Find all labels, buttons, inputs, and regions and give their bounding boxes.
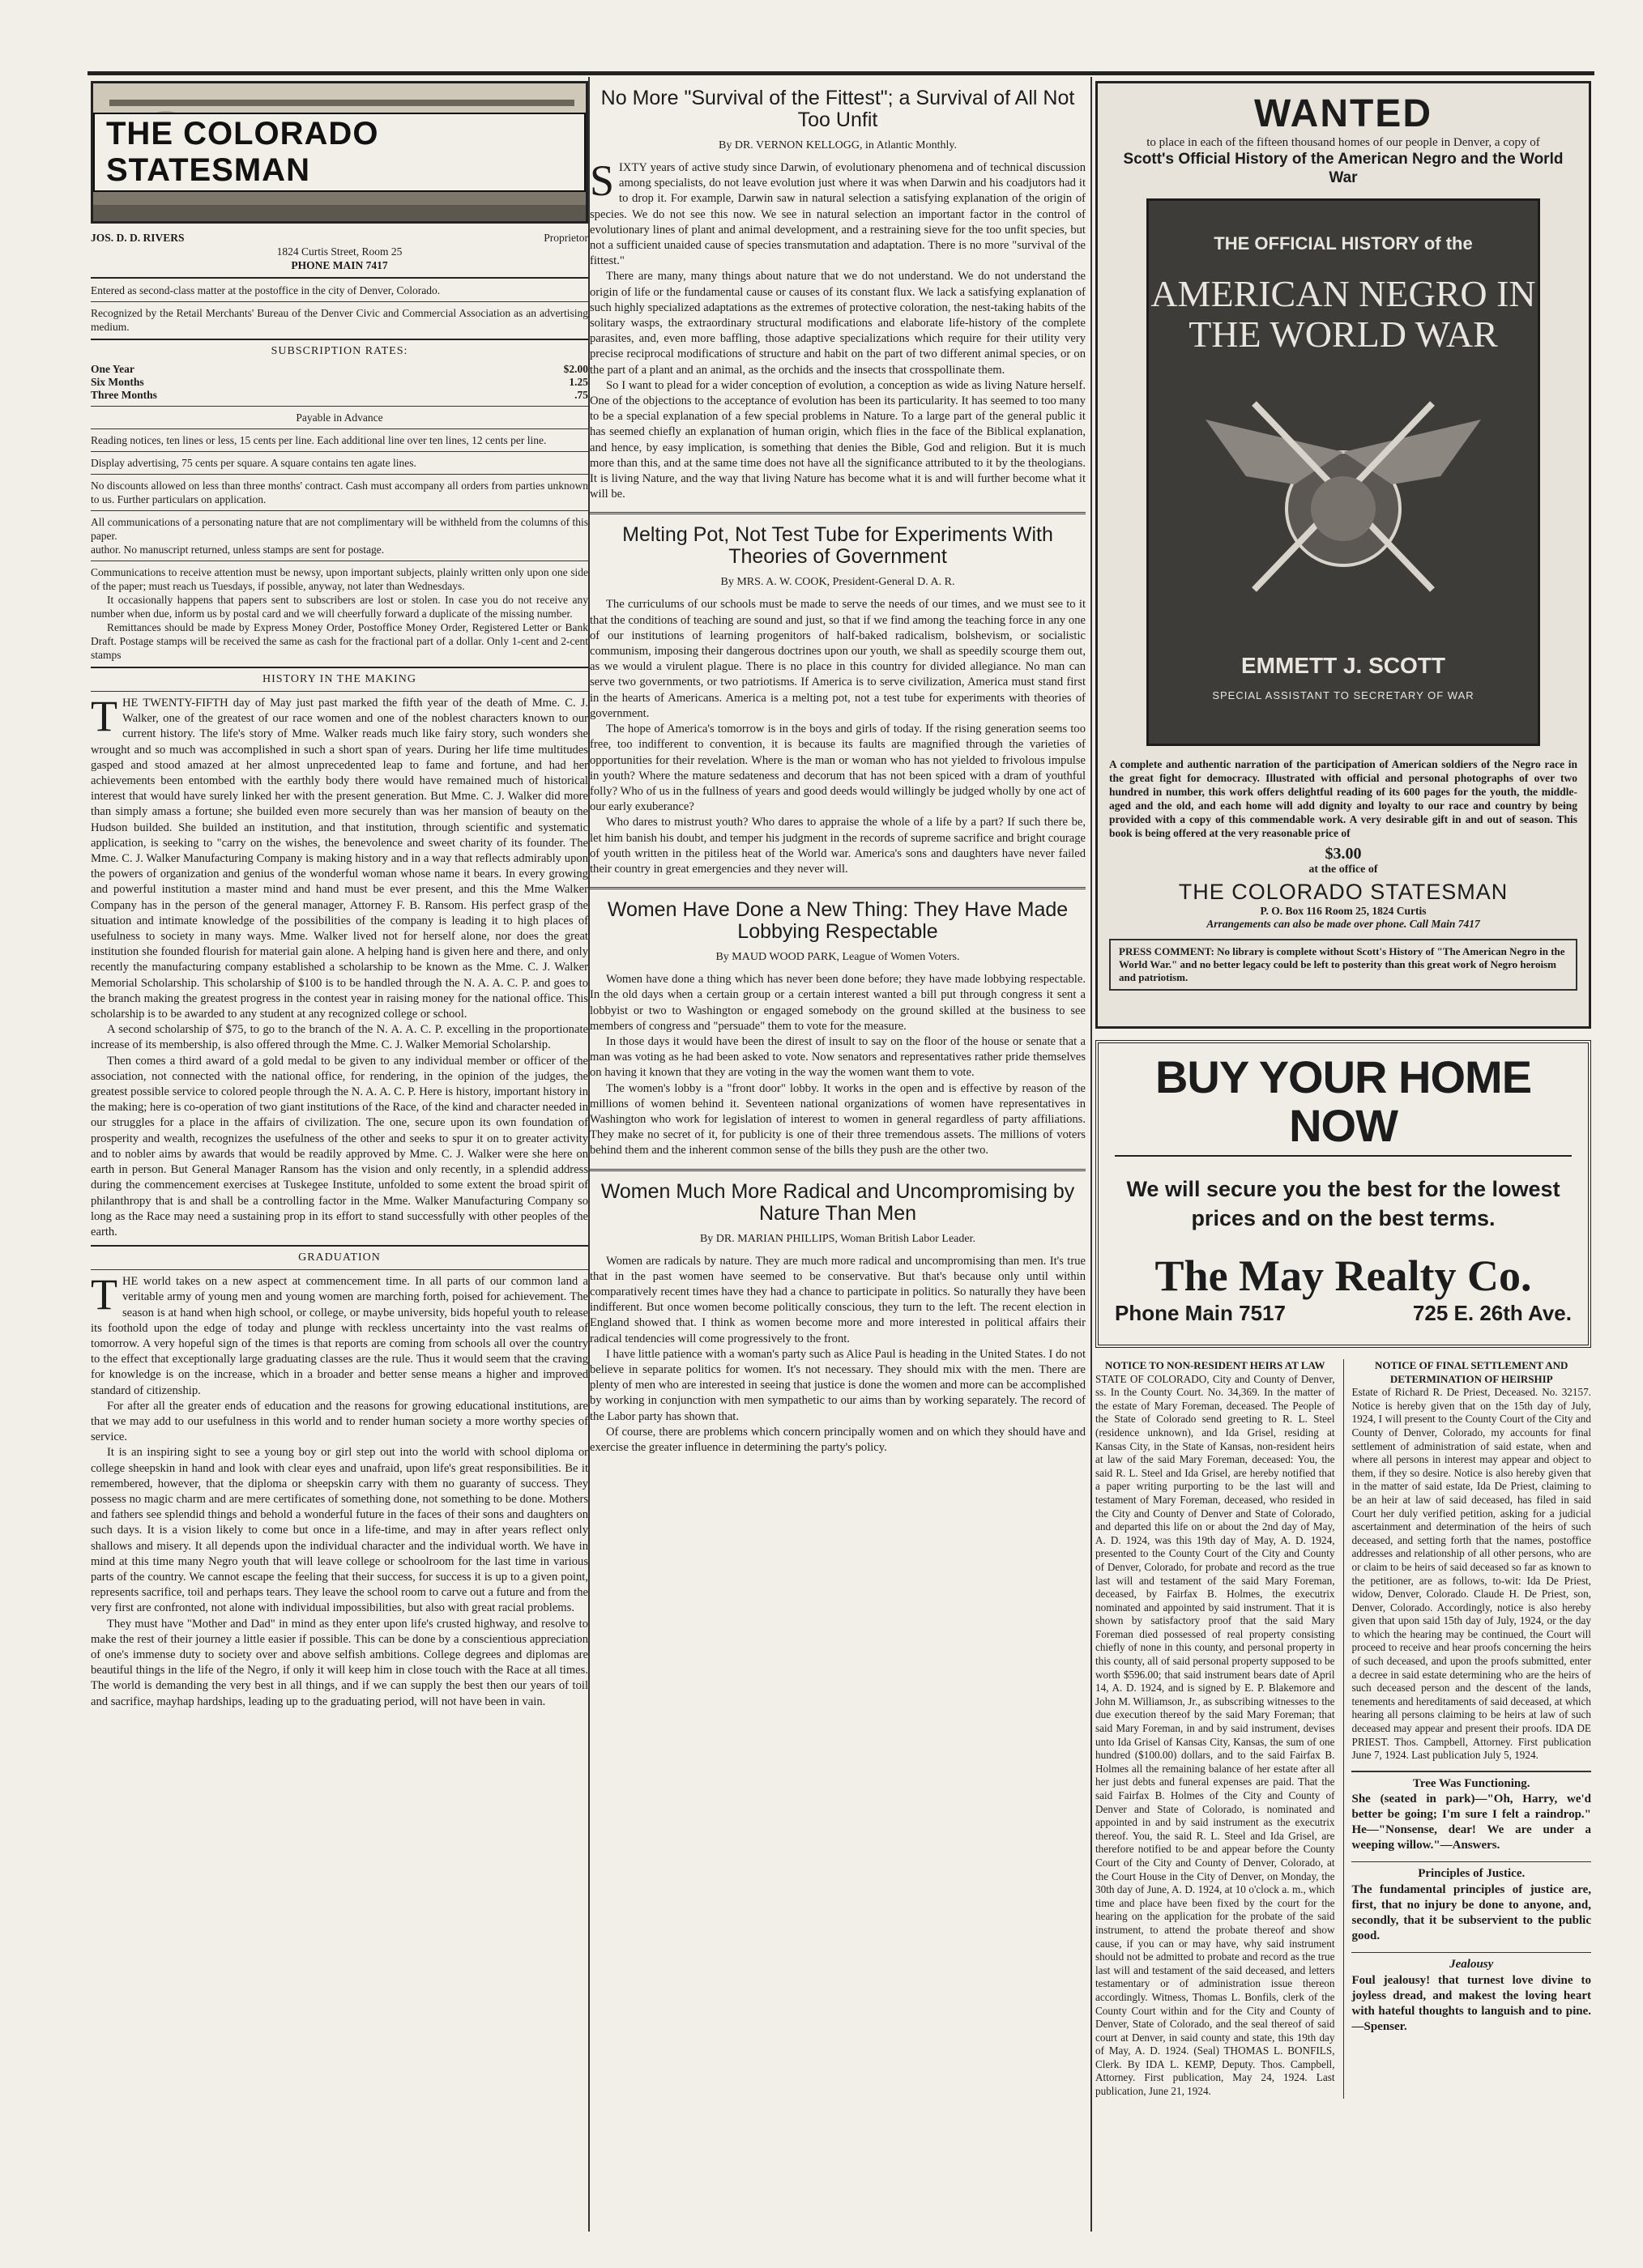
news-notice: Communications to receive attention must be newsy, upon important subjects, plainly written only upon one side of the paper; must reach us Tuesdays, if possible, anyway, not later than Wednesdays. xyxy=(91,566,588,592)
masthead-title: THE COLORADO STATESMAN xyxy=(93,113,586,192)
subscription-table xyxy=(91,363,588,402)
byline: By MAUD WOOD PARK, League of Women Voters. xyxy=(715,951,960,964)
remit-notice: Remittances should be made by Express Money Order, Postoffice Money Order, Registered Letter or Bank Draft. Postage stamps will be received the same as cash for the fractional part of a dollar. Only 1-cent and 2-cent stamps xyxy=(91,621,588,661)
paragraph: There are many, many things about nature that we do not understand. We do not understand the origin of life or the fundamental cause or causes of its constant flux. We lack a satisfying explanation of such highly specialized adaptations as the extremes of protective coloration, the nest-taking habits of the solitary wasps, the extraordinary structural modifications and elaborate life-history of the complete parasites, and, even more baffling, those adaptive specializations which require for their utility very precise reciprocal modifications of structure and habit on the part of two different animal species, or on the part of a plant and an animal, as the orchids and the insects that crosspollinate them. xyxy=(590,270,1086,377)
melting-article xyxy=(590,597,1086,877)
left-column xyxy=(91,81,588,2236)
paragraph: Who dares to mistrust youth? Who dares to appraise the whole of a life by a part? If such there be, let him banish his doubt, and temper his judgment in the records of supreme sacrifice and bright courage of youth written in the pitiless heat of the World war. America's sons and daughters have never failed their country in great emergencies and they never will. xyxy=(590,816,1086,876)
right-column xyxy=(1095,81,1591,2236)
justice-text: The fundamental principles of justice are, first, that no injury be done to anyone, and, secondly, that it be subservient to the public good. xyxy=(1351,1883,1591,1942)
article-title: Women Have Done a New Thing: They Have Made Lobbying Respectable xyxy=(607,898,1069,944)
proprietor-role: Proprietor xyxy=(544,232,588,244)
byline: By DR. MARIAN PHILLIPS, Woman British Labor Leader. xyxy=(699,1232,976,1245)
wanted-advertisement xyxy=(1095,81,1591,1029)
paragraph: So I want to plead for a wider conception of evolution, a conception as wide as living Nature herself. One of the objections to the acceptance of evolution has been its particularity. It has seemed to too many to be a special explanation of a few special problems in Nature. To a large part of the general public it has seemed chiefly an explanation of human origin, which flies in the face of the Biblical explanation, and hence, by easy implication, is something that denies the Bible, God and religion. But it is much more than this, and at the same time does not have all the significance attributed to it by the theologians. It is living Nature, and the way that living Nature has become what it is and will further become what it will be. xyxy=(590,378,1086,501)
cover-author: EMMETT J. SCOTT xyxy=(1241,653,1445,678)
cover-title: AMERICAN NEGRO IN THE WORLD WAR xyxy=(1150,273,1536,355)
dropcap: T xyxy=(91,1270,117,1319)
lost-notice: It occasionally happens that papers sent to subscribers are lost or stolen. In case you do not receive any number when due, inform us by postal card and we will cheerfully forward a duplicate of the missing number. xyxy=(91,594,588,620)
notice-text: STATE OF COLORADO, City and County of Denver, ss. In the County Court. No. 34,369. In the matter of the estate of Mary Foreman, deceased. The People of the State of Colorado send greeting to R. L. Steel (residence unknown), and Ida Grisel, residing at Kansas City, in the State of Kansas, non-resident heirs at law of the said Mary Foreman, deceased: You, the said R. L. Steel and Ida Grisel, are hereby notified that a paper writing purporting to be the last will and testament of Mary Foreman, deceased, who resided in the City and County of Denver and State of Colorado, and departed this life on or about the 2nd day of May, A. D. 1924, was this 19th day of May, A. D. 1924, presented to the County Court of the City and County of Denver, Colorado, for probate and record as the true last will and testament of the said Mary Foreman, deceased, by Fairfax B. Holmes, the executrix nominated and appointed by said instrument. That it is shown by satisfactory proof that the said Mary Foreman died possessed of real property consisting chiefly of none in this county, and personal property in this county, all of said personal property supposed to be worth $596.00; that said instrument bears date of April 14, A. D. 1924, and is signed by E. P. Blakemore and John M. Williamson, Jr., as subscribing witnesses to the due execution thereof by the said Mary Foreman; that said Mary Foreman, in and by said instrument, devises unto Ida Grisel of Kansas City, Kansas, the sum of one hundred ($100.00) dollars, and to the said Fairfax B. Holmes all the remaining balance of her estate after all her just debts and funeral expenses are paid. That the said Fairfax B. Holmes of the City and County of Denver and State of Colorado, is nominated and appointed in and by said instrument as the executrix thereof. You, the said R. L. Steel and Ida Grisel, are therefore notified to be and appear before the County Court of the City and County of Denver, Colorado, at the Court House in the City of Denver, on Monday, the 30th day of June, A. D. 1924, at 10 o'clock a. m., which time and place have been fixed by the court for the hearing on the application for the probate of the said instrument, to attend the probate thereof and show cause, if you can or may have, why said instrument should not be admitted to probate and record as the true last will and testament of the said deceased, and letters testamentary or of administration issue thereon accordingly. Witness, Thomas L. Bonfils, clerk of the County Court within and for the City and County of Denver, State of Colorado, and the seal thereof of said court at Denver, in said county and state, this 19th day of May, A. D. 1924. (Seal) THOMAS L. BONFILS, Clerk. By IDA L. KEMP, Deputy. Thos. Campbell, Attorney. First publication, May 24, 1924. Last publication, June 21, 1924. xyxy=(1095,1372,1335,2098)
paragraph: Then comes a third award of a gold medal to be given to any individual member or officer of the association, not connected with the national office, for rendering, in the opinion of the judges, the greatest possible service to colored people through the N. A. A. C. P. Here is history, important history in the making; here is co-operation of two giant institutions of the Race, of the kind and character needed in our struggles for a place in the affairs of civilization. The one, secure upon its own foundation of prosperity and wealth, recognizes the usefulness of the other and seeks to spur it on to greater activity and to nobler aims by awards that would be readily approved by Mme. C. J. Walker were she here on earth in person. But General Manager Ransom has the vision and only recently, in a splendid address during the commencement exercises at Tuskegee Institute, unfolded to some extent the broad spirit of philanthropy that is and shall be a controlling factor in the Mme. Walker Manufacturing Company so long as the Race may need a sustaining prop in its effort to stand successfully with other peoples of the earth. xyxy=(91,1054,588,1238)
advance-note: Payable in Advance xyxy=(296,411,383,424)
masthead xyxy=(91,81,588,224)
jealousy-text: Foul jealousy! that turnest love divine to joyless dread, and makest the loving heart with hateful thoughts to languish and to pine.—Spenser. xyxy=(1351,1973,1591,2033)
byline: By DR. VERNON KELLOGG, in Atlantic Monthly. xyxy=(719,139,957,151)
display-notice: Display advertising, 75 cents per square. A square contains ten agate lines. xyxy=(91,457,416,469)
realty-phone: Phone Main 7517 xyxy=(1115,1301,1286,1325)
phone: PHONE MAIN 7417 xyxy=(291,259,388,271)
press-comment: PRESS COMMENT: No library is complete without Scott's History of "The American Negro in the World War." and no better legacy could be left to posterity than this great work of Negro heroism and patriotism. xyxy=(1109,939,1577,991)
author-notice: author. No manuscript returned, unless stamps are sent for postage. xyxy=(91,544,385,556)
paragraph: Women have done a thing which has never been done before; they have made lobbying respectable. In the old days when a certain group or a certain interest wanted a bill put through congress it sent a lobbyist or two to Washington or engaged somebody on the ground skilled at the business to see members of congress and "persuade" them to vote for the measure. xyxy=(590,973,1086,1033)
wanted-price: $3.00 xyxy=(1325,845,1362,863)
paragraph: It is an inspiring sight to see a young boy or girl step out into the world with school diploma or college sheepskin in hand and look with clear eyes and unafraid, upon life's great responsibilities. Be it remembered, however, that the diploma or sheepskin carry with them no guaranty of success. They possess no magic charm and are mere certificates of something done, not something to be done. Mothers and fathers see splendid things and behold a wonderful future in the faces of their sons and daughters on such days. It is a vision likely to come but once in a life-time, and may in after years reflect only shallows and misery. It all depends upon the individual character and the individual worth. We have in mind at this time many Negro youth that will leave college or schoolroom for the last time in various parts of the country. We cannot escape the feeling that their success, for success it is up to a given point, represents sacrifice, toil and perhaps tears. They leave the school room to carve out a future and from the very first are confronted, not alone with individual impossibilities, but also with great racial problems. xyxy=(91,1446,588,1615)
paragraph: Women are radicals by nature. They are much more radical and uncompromising than men. It's true that in the past women have seemed to be conservative. But that's because only until within comparatively recent times have they had a chance to participate in politics. So naturally they have been indifferent. But once women become politically conscious, they turn to the left. The recent election in England showed that. I think as women become more and more interested in political affairs their radical tendencies will come progressively to the front. xyxy=(590,1254,1086,1345)
paragraph: For after all the greater ends of education and the reasons for growing educational institutions, are that we may add to our usefulness in this world and to render human society a more worthy species of service. xyxy=(91,1399,588,1444)
realty-footer xyxy=(1115,1301,1572,1326)
recognized-note: Recognized by the Retail Merchants' Bureau of the Denver Civic and Commercial Association as an advertising medium. xyxy=(91,307,588,333)
proprietor-name: JOS. D. D. RIVERS xyxy=(91,232,185,244)
communication-notice: All communications of a personating nature that are not complimentary will be withheld from the columns of this paper. xyxy=(91,516,588,542)
paragraph: IXTY years of active study since Darwin, of evolutionary phenomena and of technical discussion among specialists, do not leave evolution just where it was when Darwin and his coadjutors had it to drop it. For example, Darwin saw in natural selection a satisfying explanation of the origin of species. We do not see this now. We see in natural selection an important factor in the control of evolutionary lines of plant and animal development, and a restraining sieve for the too unfit species, but not a sufficient unaided cause of species transmutation and adaptation. There is no more "survival of the fittest." xyxy=(590,161,1086,268)
proprietor-row xyxy=(91,232,588,245)
justice-heading: Principles of Justice. xyxy=(1418,1867,1526,1881)
paragraph: A second scholarship of $75, to go to the branch of the N. A. A. C. P. excelling in the proportionate increase of its membership, is also offered through the Mme. C. J. Walker Memorial Scholarship. xyxy=(91,1023,588,1052)
article-title: No More "Survival of the Fittest"; a Survival of All Not Too Unfit xyxy=(600,87,1075,131)
article-title: Women Much More Radical and Uncompromising by Nature Than Men xyxy=(600,1179,1075,1225)
rate-row: Three Months .75 xyxy=(91,389,588,401)
subscription-heading: SUBSCRIPTION RATES: xyxy=(271,345,408,357)
paragraph: HE world takes on a new aspect at commencement time. In all parts of our common land a veritable army of young men and young women are marching forth, poised for achievement. The season is at hand when high school, or college, or maybe university, bids hopeful youth to release its foothold upon the edge of today and plunge with reckless uncertainty into the vast realms of tomorrow. A very hopeful sign of the times is that reports are coming from schools all over the country to the effect that exceptionally large graduating classes are the rule. Thus it would seem that the craving for knowledge is on the increase, which in a broader and better sense means a higher and improved standard of citizenship. xyxy=(91,1275,588,1397)
middle-column xyxy=(590,81,1086,2236)
wanted-description: A complete and authentic narration of the participation of American soldiers of the Negro race in the great fight for democracy. Illustrated with official and personal photographs of over two hundred in number, this work offers delightful reading of its 600 pages for the youth, the middle-aged and the old, and each home will add dignity and loyalty to our race and country by being provided with a copy of this commendable work. A very desirable gift in and out of season. This book is being offered at the very reasonable price of xyxy=(1109,758,1577,839)
paragraph: HE TWENTY-FIFTH day of May just past marked the fifth year of the death of Mme. C. J. Walker, one of the greatest of our race women and one of the noblest characters known to our current history. The life's story of Mme. Walker reads much like fairy story, such wonders she wrought and so much was accomplished in such a short span of years. During her life time multitudes gasped and stood amazed at her almost unprecedented leap to fame and fortune, and had her achievements been entombed with the earthly body there would have remained much of historical interest that would have surely linked her with the present generation. But Mme. C. J. Walker did more than simply amass a fortune; she builded even more securely than was her mansion of beauty on the Hudson builded. She builded an institution, and that institution, through scientific and systematic application, is seeking to "carry on the wishes, the benevolence and sweet charity of its founder. The Mme. C. J. Walker Manufacturing Company is making history and in a way that reflects admirably upon the powers of organization and genius of the wonderful woman whose name it bears. In every growing and powerful institution a master mind and hand must be ever present, and this the Mme Walker Company has in the person of the general manager, Attorney F. B. Ransom. His perfect grasp of the situation and intimate knowledge of the possibilities of the company is leading it to high places of usefulness to society in many ways. Mme. Walker lived not for herself alone, nor does the great institution she founded flourish for material gain alone. A helping hand is given here and there, and only recently the manufacturing company established a scholarship to be known as the Mme. C. J. Walker Memorial Scholarship. This scholarship of $100 is to be handled through the N. A. A. C. P. and goes to the branch making the greatest progress in the contest year in raising money for the national office. This scholarship is to be awarded to any student at any recognized college or school. xyxy=(91,697,588,1021)
column-divider xyxy=(1090,77,1092,2232)
top-rule xyxy=(87,71,1594,75)
radical-article xyxy=(590,1254,1086,1456)
rate-row: Six Months 1.25 xyxy=(91,376,588,388)
realty-title: BUY YOUR HOME NOW xyxy=(1154,1051,1532,1151)
book-cover xyxy=(1146,198,1540,746)
discount-notice: No discounts allowed on less than three months' contract. Cash must accompany all orders from parties unknown to us. Further particulars on application. xyxy=(91,480,588,505)
paragraph: The curriculums of our schools must be made to serve the needs of our times, and we must see to it that the conditions of teaching are sound and just, so that if we find among the teaching force in any one of our institutions of learning progenitors of half-baked radicalism, bolshevism, or socialistic communism, imposing their dangerous doctrines upon our youth, we shall as speedily scourge them out, as we would a virulent plague. There is no place in this country for divided allegiance. No man can serve two governments, or two patriotisms. If America is to serve civilization, America must stand first in the hearts of Americans. America is a melting pot, not a test tube for experiments with theories of government. xyxy=(590,598,1086,720)
jealousy-heading: Jealousy xyxy=(1449,1958,1494,1971)
lobbying-article xyxy=(590,972,1086,1158)
history-article xyxy=(91,692,588,1240)
address: 1824 Curtis Street, Room 25 xyxy=(276,245,403,258)
entered-note: Entered as second-class matter at the postoffice in the city of Denver, Colorado. xyxy=(91,284,441,296)
notice-text: Estate of Richard R. De Priest, Deceased. No. 32157. Notice is hereby given that on the 15th day of July, 1924, I will present to the County Court of the City and County of Denver, Colorado, my accounts for final settlement of administration of said estate, when and where all persons in interest may appear and object to them, if they so desire. Notice is also hereby given that in the matter of said estate, Ida De Priest, claiming to be an heir at law of said deceased, has filed in said Court her duly verified petition, asking for a judicial ascertainment and determination of the heirs of such deceased, and setting forth that the names, postoffice addresses and relationship of all other persons, who are or claim to be heirs of said deceased so far as known to the petitioner, are as follows, to-wit: Ida De Priest, widow, Denver, Colorado. Claude H. De Priest, son, Denver, Colorado. Accordingly, notice is also hereby given that upon said 15th day of July, 1924, or the day to which the hearing may be continued, the Court will proceed to receive and hear proofs concerning the heirs of such deceased, and upon the proofs submitted, enter a decree in said estate determining who are the heirs of such deceased person and the descent of the lands, tenements and hereditaments of said deceased, at which hearing all persons claiming to be heirs at law of such deceased may appear and present their proofs. IDA DE PRIEST. Thos. Campbell, Attorney. First publication June 7, 1924. Last publication July 5, 1924. xyxy=(1351,1386,1591,1762)
dropcap: T xyxy=(91,692,117,740)
wanted-arrangement: Arrangements can also be made over phone. Call Main 7417 xyxy=(1206,918,1480,930)
survival-article xyxy=(590,156,1086,502)
notice-heading: NOTICE TO NON-RESIDENT HEIRS AT LAW xyxy=(1104,1359,1325,1371)
eagle-globe-icon xyxy=(1197,387,1489,598)
wanted-paper: THE COLORADO STATESMAN xyxy=(1178,880,1509,904)
wanted-subtitle: to place in each of the fifteen thousand homes of our people in Denver, a copy of xyxy=(1146,136,1540,149)
graduation-heading: GRADUATION xyxy=(298,1251,381,1264)
paragraph: I have little patience with a woman's party such as Alice Paul is heading in the United States. I do not believe in separate politics for women. It's not necessary. They should mix with the men. There are plenty of men who are interested in seeing that justice is done the women and more can be accomplished by working in conjunction with men sympathetic to our aims than by working separately. The record of the Labor party has shown that. xyxy=(590,1347,1086,1423)
tree-heading: Tree Was Functioning. xyxy=(1412,1776,1530,1790)
wanted-title: WANTED xyxy=(1254,92,1432,135)
byline: By MRS. A. W. COOK, President-General D. A. R. xyxy=(720,576,955,589)
realty-advertisement xyxy=(1095,1040,1591,1348)
paragraph: The women's lobby is a "front door" lobby. It works in the open and is effective by reason of the millions of women behind it. Seventeen national organizations of women have representatives in Washington who work for legislation of interest to women in general regardless of party affiliations. They make no secret of it, for publicity is one of their three tremendous assets. The millions of voters behind them and the inherent common sense of the bills they push are the other two. xyxy=(590,1081,1086,1157)
paragraph: Of course, there are problems which concern principally women and on which they should have and exercise the greater influence in determining the party's policy. xyxy=(590,1425,1086,1454)
wanted-book-name: Scott's Official History of the American Negro and the World War xyxy=(1123,151,1564,186)
realty-body: We will secure you the best for the lowest prices and on the best terms. xyxy=(1126,1177,1560,1230)
paragraph: In those days it would have been the direst of insult to say on the floor of the house or senate that a man was voting as he had been asked to vote. Now senators and representatives rather pride themselves on having it known that they are voting in the way the women want them to vote. xyxy=(590,1034,1086,1080)
notice-nonresident xyxy=(1095,1359,1335,2099)
paragraph: They must have "Mother and Dad" in mind as they enter upon life's crusted highway, and resolve to make the rest of their journey a little easier if possible. This can be done by a conscientious appreciation of one's immense duty to society over and above selfish ambitions. College degrees and diplomas are beautiful things in the life of the Negro, if only it will keep him in close touch with the Race at all times. The world is demanding the very best in all things, and if we can supply the best then our years of toil and sacrifice, mayhap hardships, leading up to the graduating period, will not have been in vain. xyxy=(91,1617,588,1708)
rate-row: One Year $2.00 xyxy=(91,363,588,375)
dropcap: S xyxy=(590,156,615,205)
realty-address: 725 E. 26th Ave. xyxy=(1412,1301,1572,1325)
graduation-article xyxy=(91,1270,588,1710)
notice-heading: NOTICE OF FINAL SETTLEMENT AND DETERMINATION OF HEIRSHIP xyxy=(1375,1359,1568,1385)
tree-text: She (seated in park)—"Oh, Harry, we'd better be going; I'm sure I felt a raindrop." He—"Nonsense, dear! We are under a weeping willow."—Answers. xyxy=(1351,1793,1591,1852)
reading-notice: Reading notices, ten lines or less, 15 cents per line. Each additional line over ten lines, 12 cents per line. xyxy=(91,434,547,446)
history-heading: HISTORY IN THE MAKING xyxy=(262,673,416,685)
realty-name: The May Realty Co. xyxy=(1154,1251,1532,1300)
legal-notices xyxy=(1095,1359,1591,2099)
cover-role: SPECIAL ASSISTANT TO SECRETARY OF WAR xyxy=(1212,689,1474,701)
wanted-at: at the office of xyxy=(1308,863,1378,876)
article-title: Melting Pot, Not Test Tube for Experiments With Theories of Government xyxy=(622,523,1053,569)
notice-settlement xyxy=(1351,1359,1591,2099)
paragraph: The hope of America's tomorrow is in the boys and girls of today. If the rising generation seems too free, too indifferent to convention, it is because its faults are magnified through the varieties of opportunities for their revelation. Where is the man or woman who has not yielded to frivolous impulse in youth? Where the mature sedateness and decorum that has not been spiced with a dram of youthful folly? Who of us in the fullness of years and good deeds would willingly be judged wholly by one act of our early exuberance? xyxy=(590,723,1086,814)
wanted-address: P. O. Box 116 Room 25, 1824 Curtis xyxy=(1260,905,1427,917)
cover-top: THE OFFICIAL HISTORY of the xyxy=(1214,233,1473,254)
